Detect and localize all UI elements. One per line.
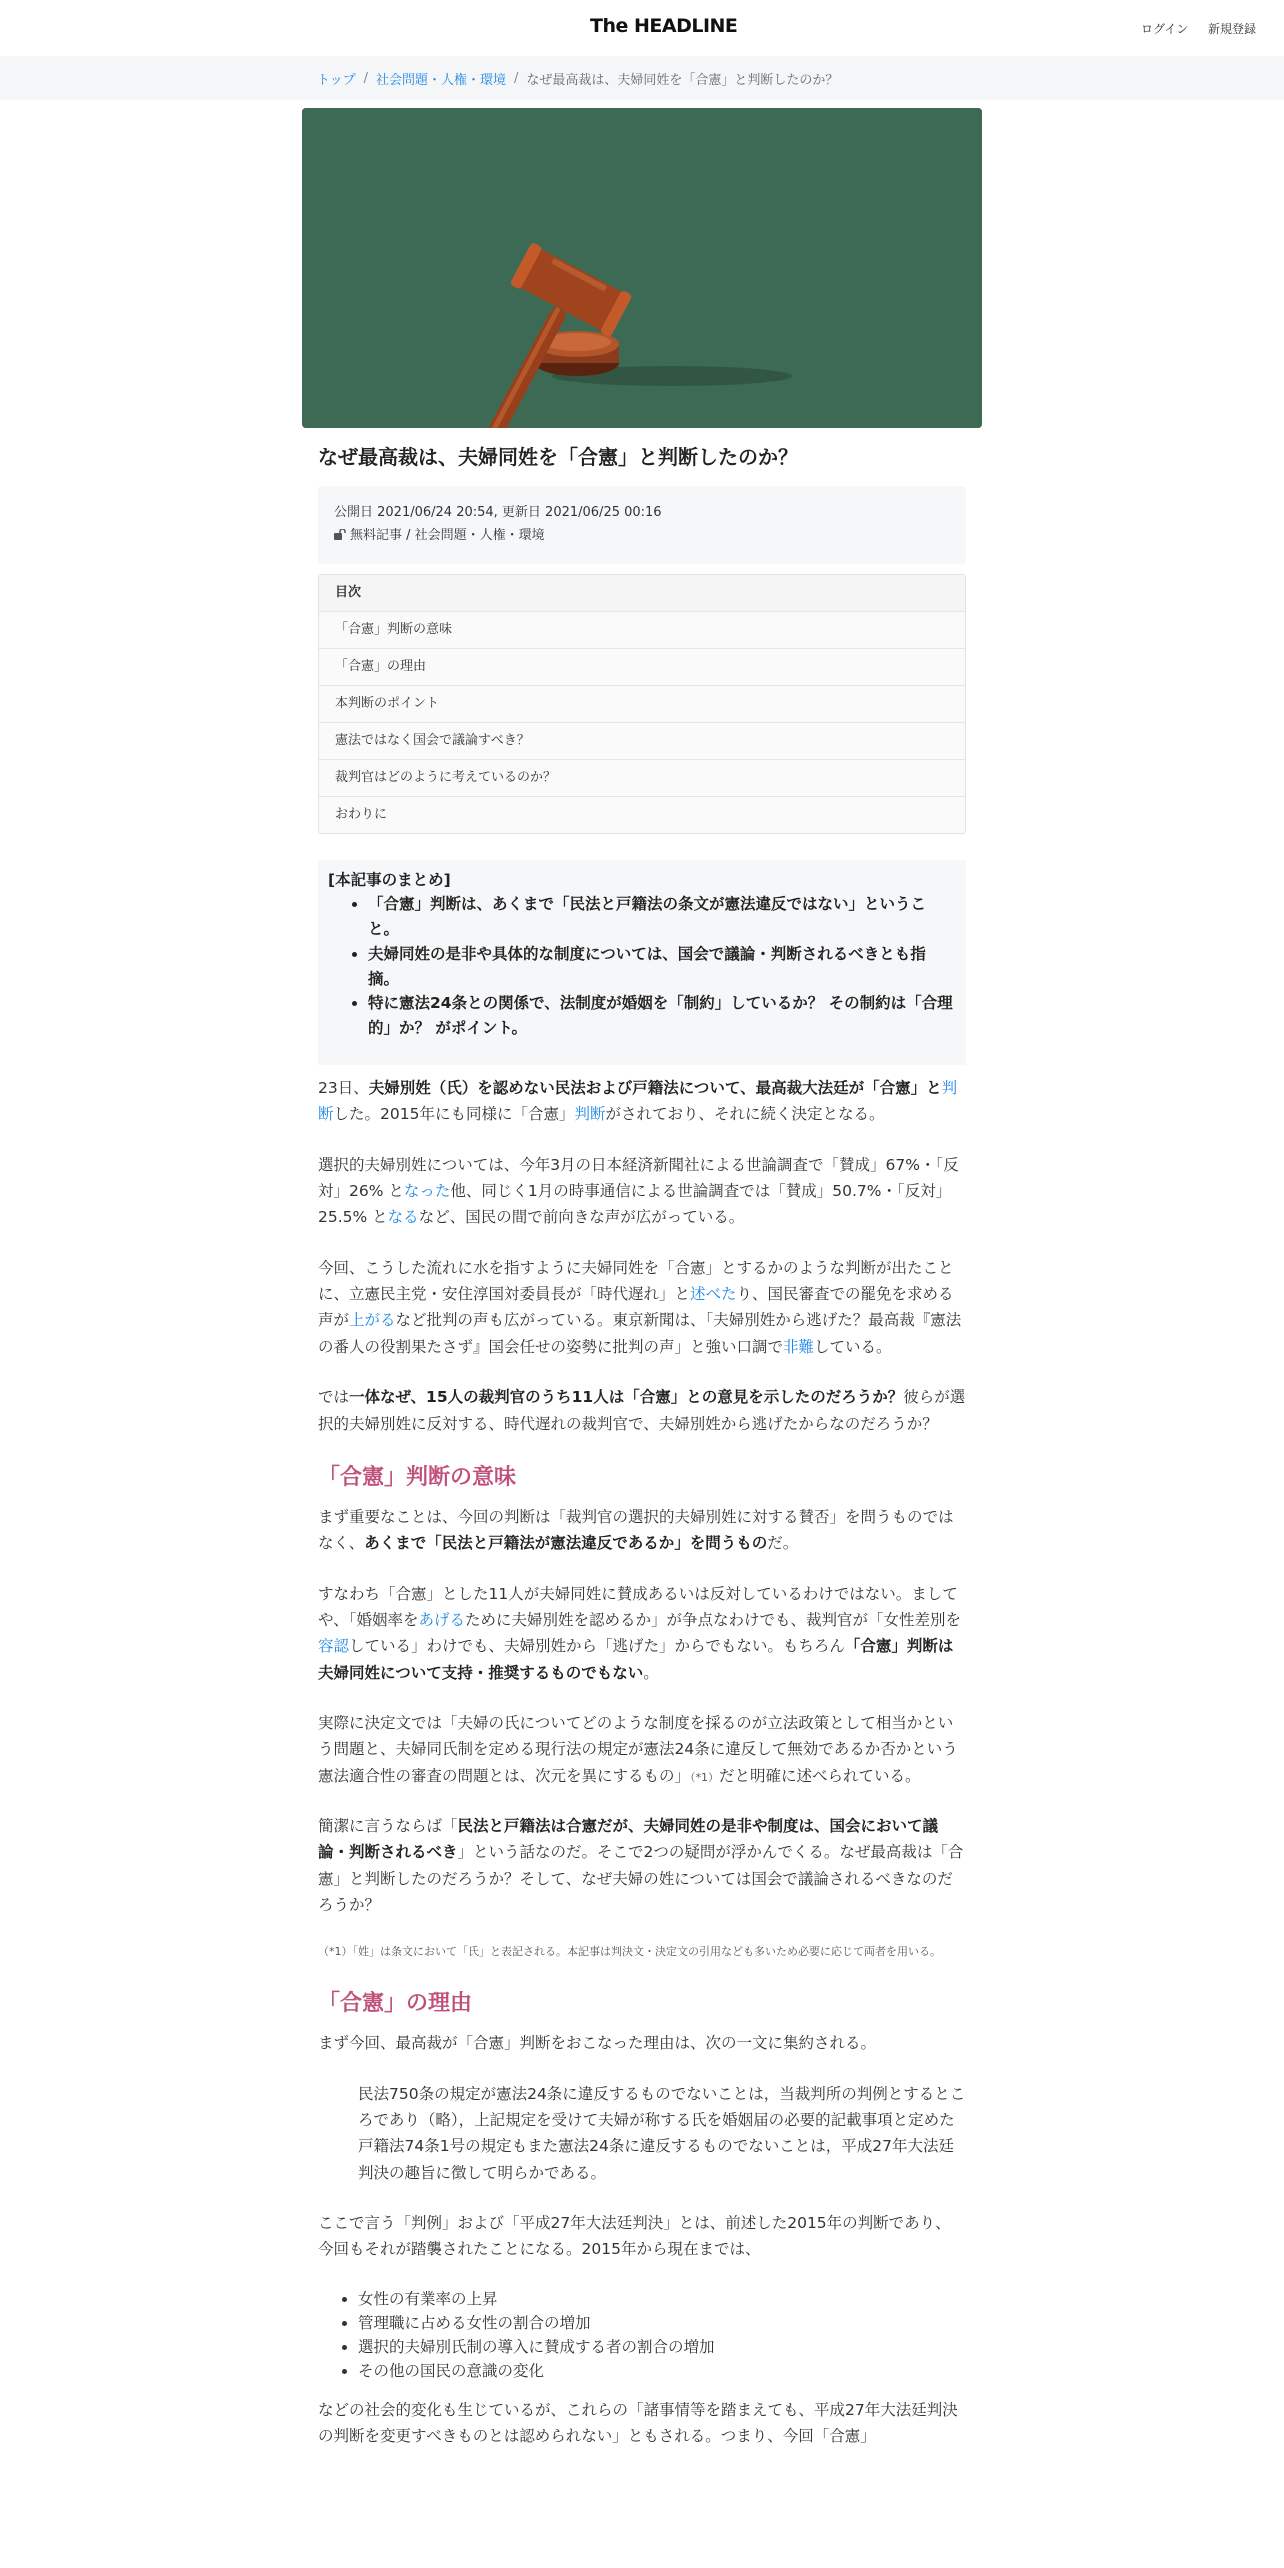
text: ために夫婦別姓を認めるか」が争点なわけでも、裁判官が「女性差別を: [464, 1610, 961, 1629]
paragraph: [318, 1152, 966, 1231]
breadcrumb-separator: /: [514, 70, 519, 86]
breadcrumb-separator: /: [363, 70, 369, 86]
link-agaru[interactable]: 上がる: [349, 1311, 396, 1330]
summary-title: [本記事のまとめ]: [328, 870, 451, 889]
paragraph: などの社会的変化も生じているが、これらの「諸事情等を踏まえても、平成27年大法廷判決の判断を変更すべきものとは認められない」ともされる。つまり、今回「合憲」: [318, 2400, 958, 2446]
article-meta: [318, 486, 966, 564]
toc-item[interactable]: 「合憲」の理由: [319, 648, 965, 685]
link-nobeta[interactable]: 述べた: [690, 1285, 737, 1304]
blockquote: 民法750条の規定が憲法24条に違反するものでないことは，当裁判所の判例とするところであり（略），上記規定を受けて夫婦が称する氏を婚姻届の必要的記載事項と定めた戸籍法74条1号の規定もまた憲法24条に違反するものでないことは，平成27年大法廷判決の趣旨に徴して明らかである。: [358, 2084, 966, 2182]
text-bold: 一体なぜ、15人の裁判官のうち11人は「合憲」との意見を示したのだろうか？: [349, 1388, 904, 1407]
text: 簡潔に言うならば「: [318, 1816, 458, 1835]
site-header: [0, 0, 1284, 56]
text-bold: 民法と戸籍法は合憲だが、夫婦同姓の是非や制度は、国会において議論・判断されるべき: [318, 1816, 939, 1862]
link-hinan[interactable]: 非難: [783, 1337, 815, 1356]
login-link[interactable]: ログイン: [1141, 22, 1189, 36]
text: した。2015年にも同様に「合憲」: [333, 1105, 575, 1124]
text: 23日、: [318, 1079, 369, 1098]
summary-item: • 夫婦同姓の是非や具体的な制度については、国会で議論・判断されるべきとも指摘。: [368, 942, 956, 992]
paragraph: [318, 1813, 966, 1918]
footnote: （*1）「姓」は条文において「氏」と表記される。本記事は判決文・決定文の引用なども多いため必要に応じて両者を用いる。: [318, 1945, 941, 1959]
article-tags-row: [334, 525, 950, 548]
breadcrumb-current: なぜ最高裁は、夫婦同姓を「合憲」と判断したのか？: [526, 72, 839, 88]
text: 他、同じく1月の時事通信による世論調査では「賛成」50.7%・「反対」25.5% と: [318, 1182, 952, 1227]
text: 彼らが選択的夫婦別姓に反対する、時代遅れの裁判官で、夫婦別姓から逃げたからなのだろうか？: [318, 1388, 966, 1433]
article-tags: 無料記事 / 社会問題・人権・環境: [350, 527, 545, 543]
changes-list: [318, 2287, 966, 2383]
text: している。: [814, 1337, 892, 1356]
table-of-contents: [318, 574, 966, 834]
text: では: [318, 1388, 350, 1407]
paragraph: [318, 1255, 966, 1360]
text-bold: 「合憲」判断は夫婦同姓について支持・推奨するものでもない: [318, 1637, 954, 1682]
paragraph: ここで言う「判例」および「平成27年大法廷判決」とは、前述した2015年の判断であり、今回もそれが踏襲されたことになる。2015年から現在までは、: [318, 2213, 951, 2259]
text: がされており、それに続く決定となる。: [605, 1105, 885, 1124]
paragraph: [318, 1075, 966, 1128]
paragraph: [318, 1504, 966, 1557]
text: まず重要なことは、今回の判断は「裁判官の選択的夫婦別姓に対する賛否」を問うものではなく、: [318, 1507, 954, 1553]
toc-title: 目次: [319, 575, 965, 611]
text: だと明確に述べられている。: [719, 1766, 921, 1785]
toc-item[interactable]: 本判断のポイント: [319, 685, 965, 722]
text: すなわち「合憲」とした11人が夫婦同姓に賛成あるいは反対しているわけではない。ましてや、「婚姻率を: [318, 1584, 958, 1629]
link-naru[interactable]: なる: [387, 1208, 419, 1227]
signup-link[interactable]: 新規登録: [1208, 22, 1257, 36]
text: 」という話なのだ。そこで2つの疑問が浮かんでくる。なぜ最高裁は「合憲」と判断したのだろうか？そして、なぜ夫婦の姓については国会で議論されるべきなのだろうか？: [318, 1843, 964, 1914]
summary-item: • 「合憲」判断は、あくまで「民法と戸籍法の条文が憲法違反ではない」ということ。: [368, 892, 956, 942]
footnote-ref: （*1）: [690, 1770, 720, 1784]
text: 選択的夫婦別姓については、今年3月の日本経済新聞社による世論調査で「賛成」67%・「反対」26% と: [318, 1155, 959, 1201]
article-summary: [318, 860, 966, 1066]
link-younin[interactable]: 容認: [318, 1637, 350, 1656]
list-item: • 管理職に占める女性の割合の増加: [358, 2311, 966, 2335]
site-logo[interactable]: The HEADLINE: [590, 15, 738, 37]
list-item: • 女性の有業率の上昇: [358, 2287, 966, 2311]
summary-item: • 特に憲法24条との関係で、法制度が婚姻を「制約」しているか？ その制約は「合理的」か？ がポイント。: [368, 991, 956, 1041]
toc-item[interactable]: 憲法ではなく国会で議論すべき？: [319, 722, 965, 759]
text: り、国民審査での罷免を求める声が: [318, 1285, 954, 1330]
toc-item[interactable]: 裁判官はどのように考えているのか？: [319, 759, 965, 796]
article-title: なぜ最高裁は、夫婦同姓を「合憲」と判断したのか？: [318, 445, 798, 469]
text: など、国民の間で前向きな声が広がっている。: [418, 1208, 745, 1227]
paragraph: まず今回、最高裁が「合憲」判断をおこなった理由は、次の一文に集約される。: [318, 2034, 877, 2053]
article-dates: 公開日 2021/06/24 20:54, 更新日 2021/06/25 00:16: [334, 505, 662, 520]
list-item: • 選択的夫婦別氏制の導入に賛成する者の割合の増加: [358, 2335, 966, 2359]
paragraph: [318, 1710, 966, 1789]
toc-item[interactable]: おわりに: [319, 796, 965, 833]
link-natta[interactable]: なった: [403, 1182, 451, 1201]
section-heading-reason: 「合憲」の理由: [318, 1991, 473, 2017]
text-bold: あくまで「民法と戸籍法が憲法違反であるか」を問うもの: [364, 1534, 768, 1553]
lock-icon: [334, 529, 346, 540]
text: 今回、こうした流れに水を指すように夫婦同姓を「合憲」とするかのような判断が出たことに、立憲民主党・安住淳国対委員長が「時代遅れ」と: [318, 1258, 954, 1304]
breadcrumb: [0, 56, 1284, 100]
text: 実際に決定文では「夫婦の氏についてどのような制度を採るのが立法政策として相当かという問題と、夫婦同氏制を定める現行法の規定が憲法24条に違反して無効であるか否かという憲法適合性の審査の問題とは、次元を異にするもの」: [318, 1713, 958, 1785]
toc-item[interactable]: 「合憲」判断の意味: [319, 611, 965, 648]
text: だ。: [767, 1534, 799, 1553]
breadcrumb-category[interactable]: 社会問題・人権・環境: [376, 72, 507, 88]
text: している」わけでも、夫婦別姓から「逃げた」からでもない。もちろん: [349, 1637, 845, 1656]
hero-image: [302, 108, 982, 428]
link-handan-2015[interactable]: 判断: [574, 1105, 606, 1124]
link-handan[interactable]: 判断: [318, 1079, 958, 1124]
list-item: • その他の国民の意識の変化: [358, 2359, 966, 2383]
text-bold: 夫婦別姓（氏）を認めない民法および戸籍法について、最高裁大法廷が「合憲」と: [368, 1079, 942, 1098]
summary-list: [328, 892, 956, 1041]
text: 。: [643, 1663, 659, 1682]
text: など批判の声も広がっている。東京新聞は、「夫婦別姓から逃げた？最高裁『憲法の番人の役割果たさず』国会任せの姿勢に批判の声」と強い口調で: [318, 1311, 962, 1356]
breadcrumb-home[interactable]: トップ: [317, 72, 356, 88]
section-heading-meaning: 「合憲」判断の意味: [318, 1464, 517, 1490]
link-ageru[interactable]: あげる: [418, 1610, 465, 1629]
article-body: [302, 442, 982, 2449]
paragraph: [318, 1581, 966, 1686]
paragraph: [318, 1384, 966, 1437]
article-container: [302, 108, 982, 2449]
